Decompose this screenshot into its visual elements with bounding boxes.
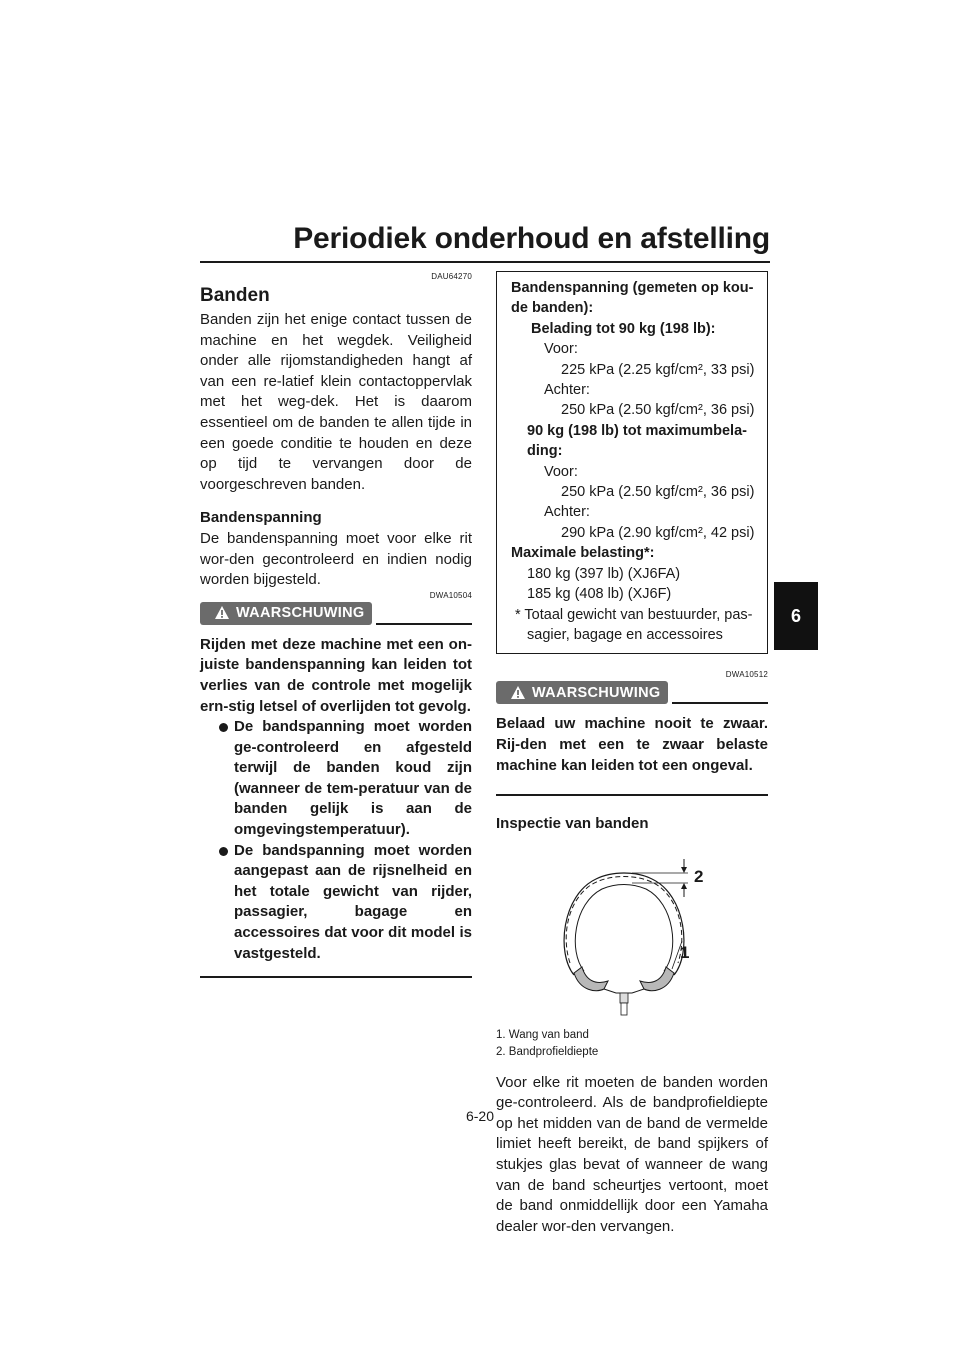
caption-item: 2. Bandprofieldiepte — [496, 1045, 599, 1058]
warning-header — [496, 680, 768, 704]
subsection-title: Inspectie van banden — [496, 815, 649, 833]
left-column — [200, 272, 472, 978]
section-code: DAU64270 — [431, 272, 472, 281]
warning-triangle-icon — [510, 685, 526, 701]
figure-label-1: 1 — [680, 942, 690, 962]
spec-load-label: Belading tot 90 kg (198 lb): — [531, 320, 716, 337]
bullet-icon — [218, 841, 234, 965]
spec-value: 250 kPa (2.50 kgf/cm², 36 psi) — [561, 402, 755, 419]
right-column — [496, 271, 768, 1237]
spec-value: 290 kPa (2.90 kgf/cm², 42 psi) — [561, 524, 755, 541]
spec-note: sagier, bagage en accessoires — [527, 626, 723, 643]
caption-item: 1. Wang van band — [496, 1028, 589, 1041]
tire-figure — [496, 843, 768, 1023]
spec-front-label: Voor: — [544, 341, 578, 358]
warning-triangle-icon — [214, 605, 230, 621]
warning-code: DWA10504 — [429, 590, 472, 600]
warning-code: DWA10512 — [725, 670, 768, 680]
bullet-text: De bandspanning moet worden aangepast aan de rijsnelheid en het totale gewicht van rijder, passagier, bagage en accessoires dat voor dit model is vastgesteld. — [234, 841, 472, 962]
figure-captions — [496, 1027, 768, 1061]
warning-text: Belaad uw machine nooit te zwaar. Rij-den met een te zwaar belaste machine kan leiden tot een ongeval. — [496, 715, 768, 774]
warning-label: WAARSCHUWING — [532, 684, 661, 701]
warning-badge — [496, 681, 668, 704]
warning-text: Rijden met deze machine met een on-juiste bandenspanning kan leiden tot verlies van de controle met mogelijk ern-stig letsel of overlijden tot gevolg. — [200, 635, 472, 715]
spec-rear-label: Achter: — [544, 504, 590, 521]
page-number: 6-20 — [465, 1108, 495, 1124]
subsection-title: Bandenspanning — [200, 509, 322, 527]
chapter-tab: 6 — [774, 582, 818, 650]
spec-value: 180 kg (397 lb) (XJ6FA) — [527, 565, 681, 582]
warning-end-rule — [200, 976, 472, 978]
section-title: Banden — [200, 285, 270, 306]
list-item — [218, 841, 472, 965]
list-item — [218, 717, 472, 841]
inspection-paragraph: Voor elke rit moeten de banden worden ge-controleerd. Als de bandprofieldiepte op het midden van de band de vermelde limiet heeft bereikt, de band spijkers of stukjes glas bevat of wanneer de wang van de band scheurtjes vertoont, moet de band onmiddellijk door een Yamaha dealer wor-den vervangen. — [496, 1073, 768, 1235]
warning-code-row — [200, 591, 472, 601]
page-title: Periodiek onderhoud en afstelling — [293, 222, 770, 255]
warning-bullets — [200, 717, 472, 964]
spec-value: 250 kPa (2.50 kgf/cm², 36 psi) — [561, 484, 755, 501]
warning-rule — [672, 702, 768, 704]
warning-badge — [200, 602, 372, 625]
spec-load-label: 90 kg (198 lb) tot maximumbela- — [527, 422, 747, 439]
bullet-icon — [218, 717, 234, 841]
spec-front-label: Voor: — [544, 463, 578, 480]
spec-heading: Bandenspanning (gemeten op kou- — [511, 280, 754, 296]
warning-label: WAARSCHUWING — [236, 604, 365, 621]
warning-end-rule — [496, 794, 768, 796]
warning-header — [200, 601, 472, 625]
spec-value: 225 kPa (2.25 kgf/cm², 33 psi) — [561, 361, 755, 378]
warning-rule — [376, 623, 472, 625]
figure-label-2: 2 — [694, 866, 704, 886]
intro-paragraph: Banden zijn het enige contact tussen de machine en het wegdek. Veiligheid onder alle rijomstandigheden hangt af van een re-latief klein contactoppervlak met het weg-dek. Het is daarom essentieel om de banden te allen tijde in een goede conditie te houden en deze op tijd te vervangen door de voorgeschreven banden. — [200, 311, 472, 493]
spec-heading: de banden): — [511, 300, 594, 317]
spec-box — [496, 271, 768, 654]
spec-load-label: ding: — [527, 443, 563, 460]
spec-rear-label: Achter: — [544, 382, 590, 399]
spec-note: * Totaal gewicht van bestuurder, pas- — [515, 606, 753, 623]
bullet-text: De bandspanning moet worden ge-controleerd en afgesteld terwijl de banden koud zijn (wanneer de tem-peratuur van de banden gelijk is aan de omgevingstemperatuur). — [234, 718, 472, 839]
warning-code-row — [496, 670, 768, 680]
spec-value: 185 kg (408 lb) (XJ6F) — [527, 586, 672, 603]
pressure-paragraph: De bandenspanning moet voor elke rit wor-den gecontroleerd en indien nodig worden bijgesteld. — [200, 529, 472, 589]
header-rule — [200, 261, 770, 263]
spec-max-label: Maximale belasting*: — [511, 545, 655, 562]
tire-cross-section-illustration — [496, 843, 768, 1023]
